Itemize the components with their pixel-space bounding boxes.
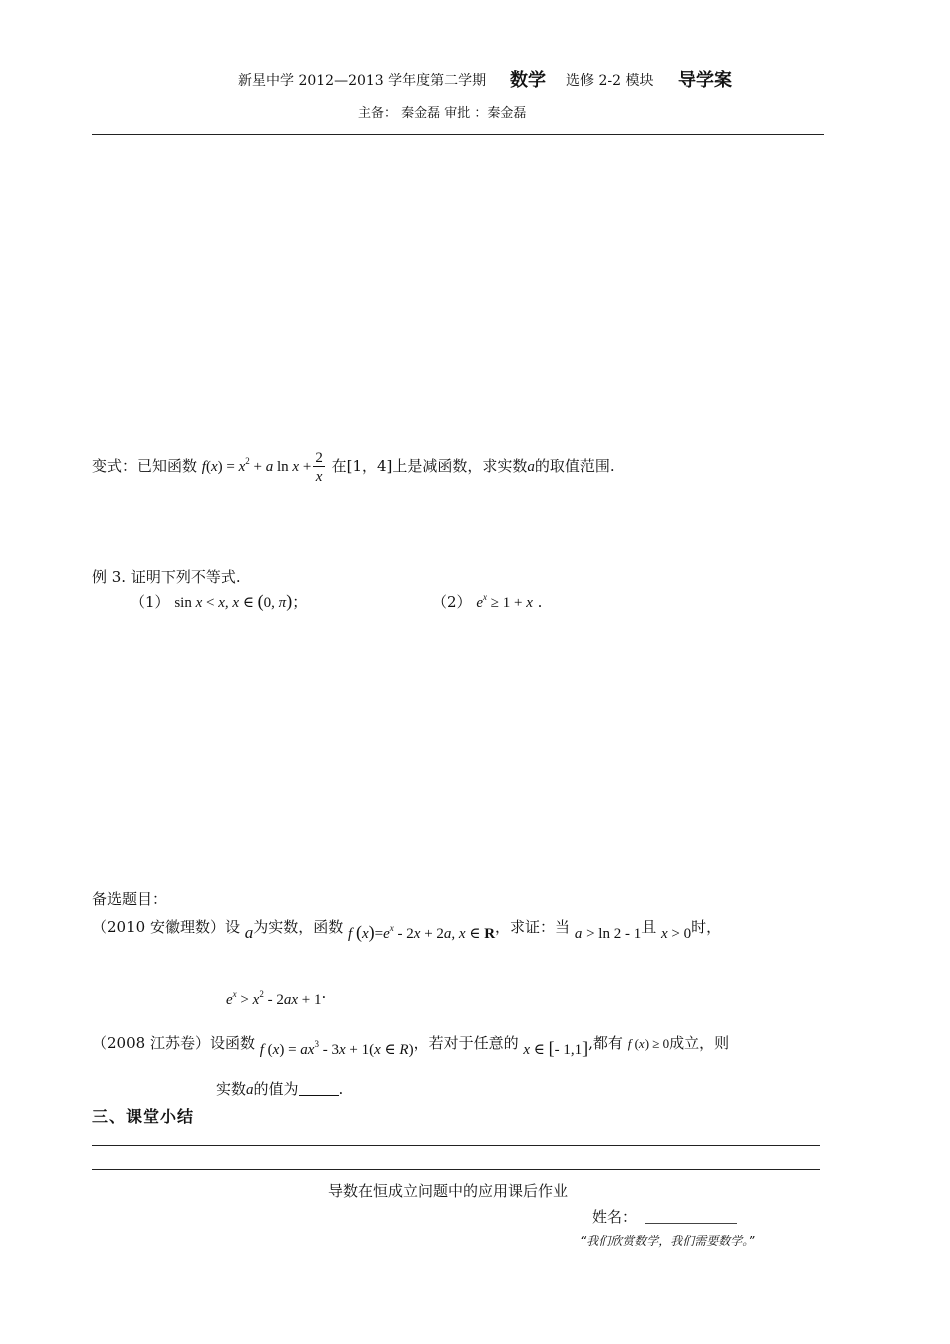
q1-source: （2010 安徽理数）设 [92, 918, 240, 936]
q2-condition: f (x) ≥ 0 [627, 1036, 670, 1051]
variant-formula: $f(x) = x^2 + a$ ln x + $\frac{2}{x}$ [201, 449, 323, 485]
q2-line2a: 实数 [216, 1080, 247, 1098]
q1-text3: 且 [641, 918, 657, 936]
example3-item1: （1） sin x < x, x ∈ (0, π)； [130, 591, 308, 611]
backup-q1-claim: $e^x > x^2 - 2ax + 1$. [226, 984, 327, 1008]
q2-end: . [338, 1080, 344, 1098]
item1-label: （1） [130, 593, 170, 611]
header-rule [92, 134, 824, 135]
variant-problem: 变式：已知函数 $f(x) = x^2 + a$ ln x + $\frac{2}{x}$ 在[1，4]上是减函数，求实数a的取值范围. [92, 449, 615, 485]
variant-lead: 变式：已知函数 [92, 457, 198, 475]
summary-line-2[interactable] [92, 1169, 820, 1170]
variant-tail: 在[1，4]上是减函数，求实数 [331, 457, 528, 475]
homework-title: 导数在恒成立问题中的应用课后作业 [328, 1182, 569, 1200]
q1-condition1: a > ln 2 - 1 [574, 926, 642, 942]
summary-title: 三、课堂小结 [92, 1107, 195, 1126]
q1-claim-formula: $e^x > x^2 - 2ax + 1$ [226, 989, 322, 1008]
name-label: 姓名： [592, 1208, 638, 1226]
homework-name [592, 1206, 737, 1227]
homework-motto: “我们欣赏数学，我们需要数学。” [580, 1234, 755, 1248]
item2-formula: $e^x \ge 1 + x$ [476, 592, 533, 611]
q2-text2: ,都有 [588, 1034, 623, 1052]
q1-condition2: x > 0 [661, 926, 692, 942]
q1-function: f $(x)=e^x - 2x + 2a$, x ∈ R [348, 922, 496, 942]
header-school: 新星中学 2012—2013 学年度第二学期 [238, 73, 487, 89]
q2-text1: ，若对于任意的 [413, 1034, 519, 1052]
q1-text4: 时， [691, 918, 722, 936]
backup-q1: （2010 安徽理数）设 a为实数，函数 f $(x)=e^x - 2x + 2a$, x ∈ R，求证：当 a > ln 2 - 1且 x > 0时， [92, 918, 722, 942]
example3-item2: （2） $e^x \ge 1 + x$ . [432, 592, 543, 611]
q2-interval: x ∈ [- 1,1] [523, 1038, 589, 1058]
backup-q2 [92, 1032, 729, 1059]
answer-blank[interactable] [299, 1081, 339, 1096]
q2-line2b: 的值为 [253, 1080, 299, 1098]
backup-title: 备选题目： [92, 890, 168, 908]
header-module: 选修 2-2 模块 [566, 73, 654, 89]
header-authors: 主备： 秦金磊 审批 ：秦金磊 [358, 106, 527, 121]
q1-text1: 为实数，函数 [253, 918, 344, 936]
summary-line-1[interactable] [92, 1145, 820, 1146]
q2-text3: 成立，则 [669, 1034, 730, 1052]
backup-q2-line2: 实数a的值为 . [216, 1080, 344, 1098]
item1-formula: sin x < x, x ∈ (0, π) [174, 591, 293, 611]
name-field[interactable] [645, 1209, 737, 1224]
item2-label: （2） [432, 593, 472, 611]
q2-function: f $(x) = ax^3 - 3x + 1(x$ ∈ R) [259, 1039, 414, 1058]
q1-text2: ，求证：当 [495, 918, 571, 936]
variant-tail2: 的取值范围. [534, 457, 615, 475]
header-doc-type: 导学案 [678, 70, 732, 91]
q2-source: （2008 江苏卷）设函数 [92, 1034, 255, 1052]
header-subject: 数学 [510, 70, 546, 91]
example3-title: 例 3. 证明下列不等式. [92, 568, 241, 586]
